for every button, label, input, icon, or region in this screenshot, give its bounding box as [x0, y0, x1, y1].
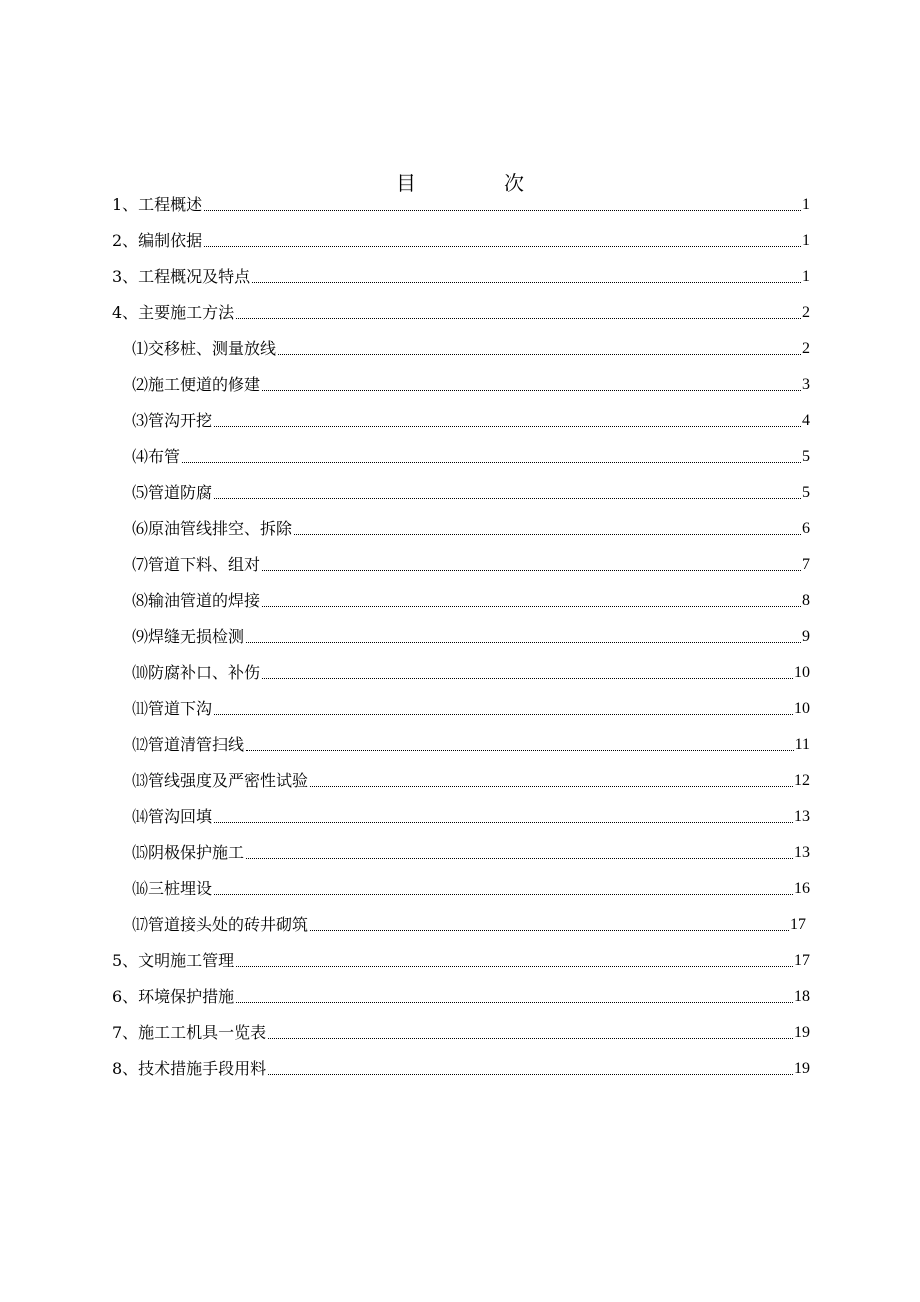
- toc-entry-label: 4、主要施工方法: [112, 303, 235, 322]
- dot-leader: [246, 642, 801, 643]
- toc-entry-label: ⑺管道下料、组对: [132, 555, 261, 574]
- dot-leader: [236, 1002, 793, 1003]
- toc-entry-page: 6: [802, 520, 810, 537]
- toc-entry-page: 17: [794, 952, 810, 969]
- dot-leader: [268, 1038, 793, 1039]
- toc-entry-label: ⒄管道接头处的砖井砌筑: [132, 915, 309, 934]
- toc-entry[interactable]: [132, 658, 810, 684]
- toc-entry[interactable]: [132, 478, 810, 504]
- toc-entry[interactable]: [112, 190, 810, 216]
- toc-entry-label: ⑶管沟开挖: [132, 411, 213, 430]
- toc-entry-page: 1: [802, 196, 810, 213]
- toc-entry-page: 10: [794, 700, 810, 717]
- dot-leader: [214, 714, 793, 715]
- toc-entry[interactable]: [132, 586, 810, 612]
- dot-leader: [214, 498, 801, 499]
- toc-entry-label: 8、技术措施手段用料: [112, 1059, 267, 1078]
- toc-entry[interactable]: [132, 874, 810, 900]
- toc-entry-label: 1、工程概述: [112, 195, 203, 214]
- toc-entry-label: ⑼焊缝无损检测: [132, 627, 245, 646]
- dot-leader: [262, 606, 801, 607]
- dot-leader: [182, 462, 801, 463]
- toc-entry[interactable]: [132, 550, 810, 576]
- toc-entry[interactable]: [132, 334, 810, 360]
- toc-entry[interactable]: [132, 406, 810, 432]
- toc-entry-page: 4: [802, 412, 810, 429]
- toc-entry-label: ⒂阴极保护施工: [132, 843, 245, 862]
- toc-entry-page: 11: [794, 736, 810, 753]
- dot-leader: [310, 786, 793, 787]
- dot-leader: [262, 390, 801, 391]
- toc-entry-page: 13: [794, 808, 810, 825]
- toc-entry-label: 5、文明施工管理: [112, 951, 235, 970]
- toc-entry-page: 19: [794, 1060, 810, 1077]
- toc-entry[interactable]: [132, 622, 810, 648]
- dot-leader: [246, 750, 794, 751]
- toc-entry-page: 3: [802, 376, 810, 393]
- toc-entry-label: ⒁管沟回填: [132, 807, 213, 826]
- toc-entry[interactable]: [112, 982, 810, 1008]
- toc-entry-page: 7: [802, 556, 810, 573]
- toc-entry[interactable]: [112, 946, 810, 972]
- toc-title: 目 次: [396, 171, 558, 195]
- toc-entry-label: ⑹原油管线排空、拆除: [132, 519, 293, 538]
- dot-leader: [214, 426, 801, 427]
- toc-entry[interactable]: [132, 694, 810, 720]
- toc-entry-page: 8: [802, 592, 810, 609]
- dot-leader: [214, 894, 793, 895]
- toc-entry-page: 2: [802, 340, 810, 357]
- toc-entry-page: 2: [802, 304, 810, 321]
- dot-leader: [214, 822, 793, 823]
- toc-entry-label: ⑽防腐补口、补伤: [132, 663, 261, 682]
- toc-entry[interactable]: [132, 910, 806, 936]
- dot-leader: [204, 210, 801, 211]
- toc-entry[interactable]: [132, 442, 810, 468]
- dot-leader: [252, 282, 801, 283]
- toc-entry-page: 10: [794, 664, 810, 681]
- toc-entry-page: 12: [794, 772, 810, 789]
- toc-entry-page: 13: [794, 844, 810, 861]
- toc-entry-label: ⑾管道下沟: [132, 699, 213, 718]
- toc-entry-label: ⒃三桩埋设: [132, 879, 213, 898]
- toc-entry-page: 5: [802, 448, 810, 465]
- dot-leader: [310, 930, 789, 931]
- toc-entry-label: ⒀管线强度及严密性试验: [132, 771, 309, 790]
- dot-leader: [236, 318, 801, 319]
- toc-entry[interactable]: [112, 262, 810, 288]
- toc-entry[interactable]: [112, 226, 810, 252]
- toc-entry-label: ⑵施工便道的修建: [132, 375, 261, 394]
- toc-entry[interactable]: [132, 766, 810, 792]
- toc-entry-page: 5: [802, 484, 810, 501]
- toc-entry-page: 1: [802, 268, 810, 285]
- toc-entry[interactable]: [112, 1018, 810, 1044]
- toc-entry-label: ⑷布管: [132, 447, 181, 466]
- toc-entry[interactable]: [112, 298, 810, 324]
- dot-leader: [294, 534, 801, 535]
- toc-entry[interactable]: [132, 838, 810, 864]
- toc-entry[interactable]: [132, 730, 810, 756]
- toc-entry-label: ⑸管道防腐: [132, 483, 213, 502]
- toc-entry-label: 7、施工工机具一览表: [112, 1023, 267, 1042]
- toc-entry-page: 17: [790, 916, 806, 933]
- toc-entry-label: 3、工程概况及特点: [112, 267, 251, 286]
- dot-leader: [204, 246, 801, 247]
- toc-entry-label: ⑻输油管道的焊接: [132, 591, 261, 610]
- toc-entry-page: 19: [794, 1024, 810, 1041]
- toc-entry-page: 16: [794, 880, 810, 897]
- dot-leader: [246, 858, 793, 859]
- toc-entry[interactable]: [112, 1054, 810, 1080]
- dot-leader: [262, 570, 801, 571]
- dot-leader: [236, 966, 793, 967]
- dot-leader: [262, 678, 793, 679]
- toc-entry[interactable]: [132, 370, 810, 396]
- toc-entry-page: 18: [794, 988, 810, 1005]
- dot-leader: [278, 354, 801, 355]
- toc-entry-label: ⑿管道清管扫线: [132, 735, 245, 754]
- toc-entry-label: 6、环境保护措施: [112, 987, 235, 1006]
- dot-leader: [268, 1074, 793, 1075]
- toc-entry-label: 2、编制依据: [112, 231, 203, 250]
- toc-entry-page: 9: [802, 628, 810, 645]
- toc-entry-page: 1: [802, 232, 810, 249]
- toc-entry-label: ⑴交移桩、测量放线: [132, 339, 277, 358]
- toc-entry[interactable]: [132, 802, 810, 828]
- toc-entry[interactable]: [132, 514, 810, 540]
